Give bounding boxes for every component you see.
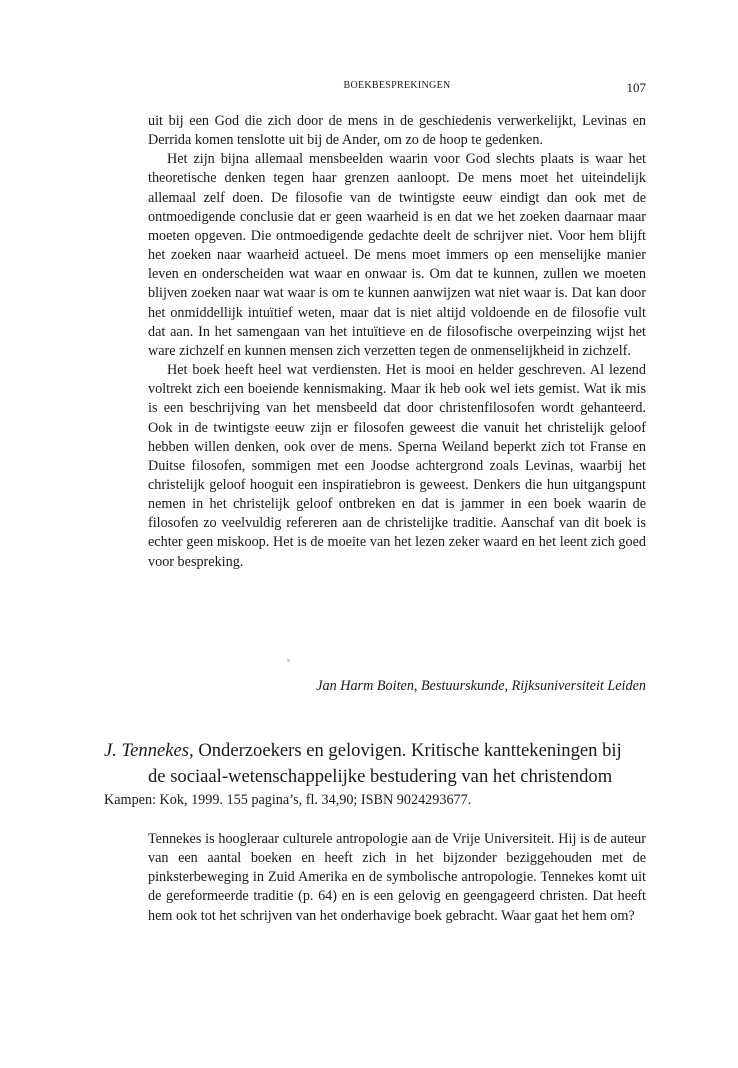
publication-info: Kampen: Kok, 1999. 155 pagina’s, fl. 34,90; ISBN 9024293677. xyxy=(104,792,472,808)
running-head xyxy=(148,80,646,96)
reviewer-signature: Jan Harm Boiten, Bestuurskunde, Rijksuniversiteit Leiden xyxy=(316,678,646,694)
reviewed-author: J. Tennekes, xyxy=(104,740,194,761)
scan-speck xyxy=(287,659,290,662)
review-paragraph: Tennekes is hoogleraar culturele antropologie aan de Vrije Universiteit. Hij is de auteur van een aantal boeken en heeft zich in het bijzonder beziggehouden met de pinksterbeweging in Zuid Amerika en de symbolische antropologie. Tennekes komt uit de gereformeerde traditie (p. 64) en is een gelovig en geengageerd christen. Dat heeft hem ook tot het schrijven van het onderhavige boek gebracht. Waar gaat het hem om? xyxy=(148,831,646,924)
review-heading xyxy=(104,738,664,790)
review-body xyxy=(148,830,646,926)
reviewed-title-line2: de sociaal-wetenschappelijke bestudering van het christendom xyxy=(148,766,613,787)
reviewed-title-line1: Onderzoekers en gelovigen. Kritische kanttekeningen bij xyxy=(193,740,622,761)
article-body xyxy=(148,112,646,572)
paragraph-continuation: uit bij een God die zich door de mens in de geschiedenis verwerkelijkt, Levinas en Derrida komen tenslotte uit bij de Ander, om zo de hoop te gedenken. xyxy=(148,113,646,149)
page-number: 107 xyxy=(626,80,646,95)
paragraph-mensbeelden: Het zijn bijna allemaal mensbeelden waarin voor God slechts plaats is waar het theoretische denken tegen haar grenzen aanloopt. De mens moet het uiteindelijk allemaal zelf doen. De filosofie van de twintigste eeuw eindigt dan ook met de ontmoedigende conclusie dat er geen waarheid is en dat we het zoeken daarnaar maar moeten opgeven. Die ontmoedigende gedachte deelt de schrijver niet. Voor hem blijft het zoeken naar waarheid actueel. De mens moet immers op een menselijke manier leven en onderscheiden wat waar en onwaar is. Om dat te kunnen, zullen we moeten blijven zoeken naar wat waar is om te kunnen aanwijzen wat niet waar is. Dat kan door het onmiddellijk intuïtief weten, maar dat is niet altijd voldoende en de filosofie vult dat aan. In het samengaan van het intuïtieve en de filosofische overpeinzing wijst het ware zichzelf en kunnen mensen zich verzetten tegen de onmenselijkheid in zichzelf. xyxy=(148,151,646,359)
running-title: BOEKBESPREKINGEN xyxy=(343,80,451,91)
paragraph-verdiensten: Het boek heeft heel wat verdiensten. Het is mooi en helder geschreven. Al lezend voltrekt zich een boeiende kennismaking. Maar ik heb ook wel iets gemist. Wat ik mis is een beschrijving van het mensbeeld dat door christenfilosofen wordt gehanteerd. Ook in de twintigste eeuw zijn er filosofen geweest die vanuit het christelijk geloof hebben willen denken, ook over de mens. Sperna Weiland beperkt zich tot Franse en Duitse filosofen, sommigen met een Joodse achtergrond zoals Levinas, waarbij het christelijk geloof hooguit een inspiratiebron is geweest. Denkers die hun uitgangspunt nemen in het christelijk geloof ontbreken en dat is jammer in een boek waarin de filosofen zo veelvuldig refereren aan de christelijke traditie. Aanschaf van dit boek is echter geen miskoop. Het is de moeite van het lezen zeker waard en het leent zich goed voor bespreking. xyxy=(148,362,646,570)
